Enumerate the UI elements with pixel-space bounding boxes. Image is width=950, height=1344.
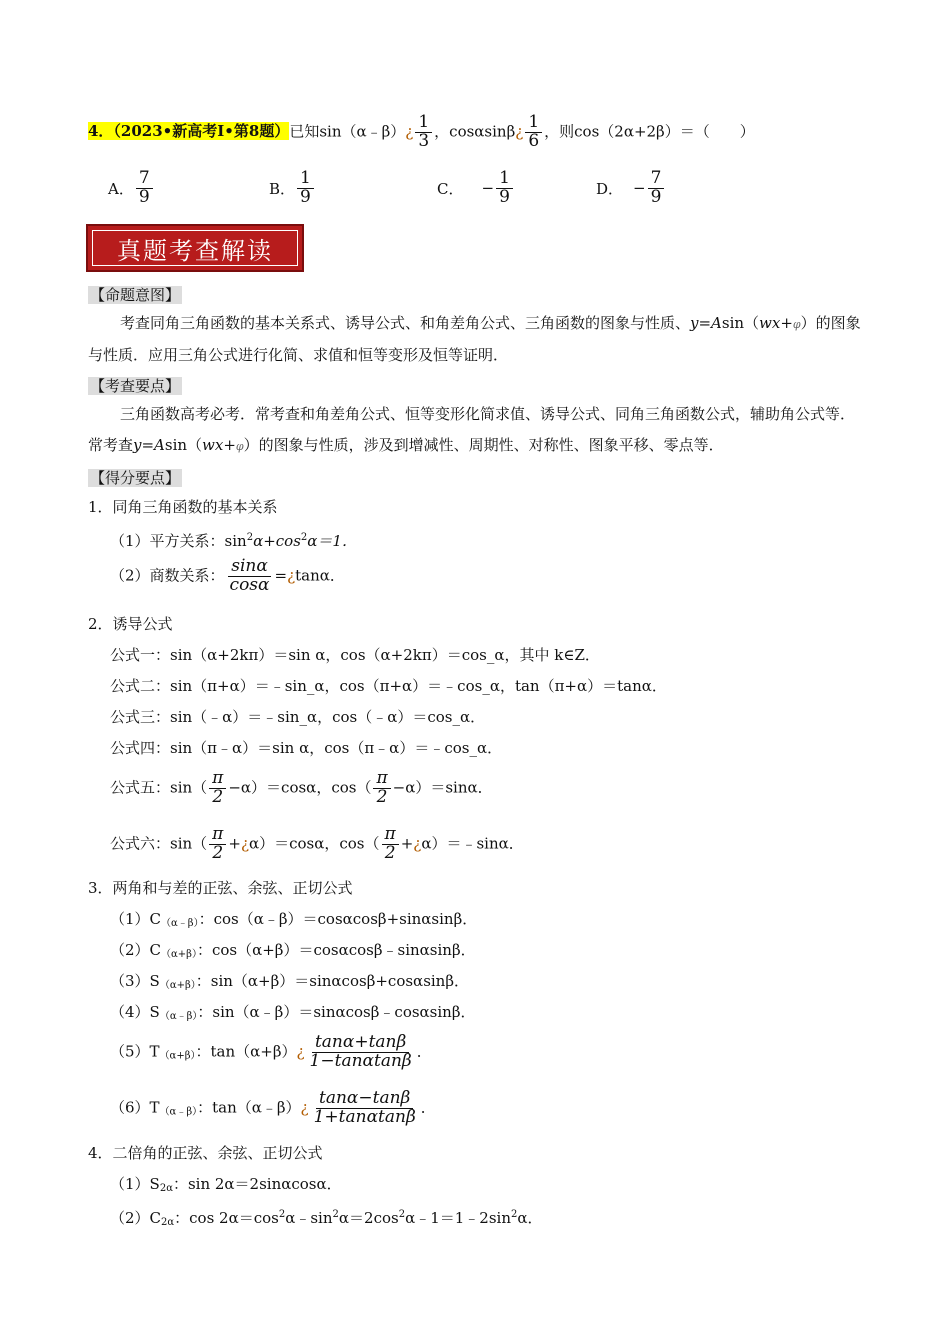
- question-label: 4．（2023•新高考Ⅰ•第8题）: [88, 122, 290, 141]
- formula-four: 公式四：sin（π﹣α）＝sin α，cos（π﹣α）＝﹣cos_α．: [110, 739, 503, 757]
- question-stem-c: ，则cos（2α+2β）＝（ ）: [544, 122, 755, 141]
- option-d[interactable]: D． − $\frac{7}{9}$: [596, 170, 666, 207]
- question-stem-b: ，cosαsinβ: [434, 122, 516, 141]
- fraction-one-sixth: $\frac{1}{6}$: [525, 114, 542, 151]
- section-banner: [86, 224, 304, 272]
- option-c[interactable]: C． − $\frac{1}{9}$: [437, 170, 515, 207]
- s3-title: 3．两角和与差的正弦、余弦、正切公式: [88, 879, 353, 897]
- formula-six: 公式六：sin（ $\frac{\pi}{2}$ +¿α）＝cosα，cos（ $\frac{\pi}{2}$ +¿α）＝﹣sinα．: [110, 824, 524, 863]
- intent-paragraph: 考查同角三角函数的基本关系式、诱导公式、和角差角公式、三角函数的图象与性质、y=Asin（wx+𝜑）的图象与性质．应用三角公式进行化简、求值和恒等变形及恒等证明．: [88, 314, 861, 364]
- cos-diff-formula: $(1)C_{(\alpha﹣\beta)}$：cos（α﹣β）＝cosαcosβ+sinαsinβ．: [110, 910, 478, 929]
- sin-sum-formula: $(3)S_{(\alpha+\beta)}$：sin（α+β）＝sinαcosβ+cosαsinβ．: [110, 972, 470, 991]
- formula-five: 公式五：sin（ $\frac{\pi}{2}$ −α）＝cosα，cos（ $\frac{\pi}{2}$ −α）＝sinα．: [110, 768, 493, 807]
- inverted-question-glyph: ¿: [405, 122, 414, 141]
- formula-one: 公式一：sin（α+2kπ）＝sin α，cos（α+2kπ）＝cos_α，其中 k∈Z．: [110, 646, 600, 664]
- score-heading: 【得分要点】: [90, 469, 181, 487]
- option-b[interactable]: B． $\frac{1}{9}$: [269, 170, 316, 207]
- intent-heading: 【命题意图】: [90, 286, 181, 304]
- cos-double-formula: $(2)C_{2\alpha}$：$\cos 2\alpha=\cos^2\alpha﹣\sin^2\alpha=2\cos^2\alpha﹣1=1﹣2\sin^2\alpha$．: [110, 1209, 543, 1228]
- inverted-question-glyph: ¿: [515, 122, 524, 141]
- key-paragraph: 三角函数高考必考．常考查和角差角公式、恒等变形化简求值、诱导公式、同角三角函数公式，辅助角公式等．常考查y=Asin（wx+𝜑）的图象与性质，涉及到增减性、周期性、对称性、图象平移、零点等．: [88, 405, 856, 454]
- question-line: [88, 114, 755, 151]
- key-heading: 【考查要点】: [90, 377, 181, 395]
- s1-square-relation: （1）平方关系：$\sin^2\alpha+\cos^2\alpha=1$．: [110, 532, 357, 550]
- option-a[interactable]: A． $\frac{7}{9}$: [108, 170, 155, 207]
- sin-diff-formula: $(4)S_{(\alpha﹣\beta)}$：sin（α﹣β）＝sinαcosβ﹣cosαsinβ．: [110, 1003, 476, 1022]
- formula-two: 公式二：sin（π+α）＝﹣sin_α，cos（π+α）＝﹣cos_α，tan（π+α）＝tanα．: [110, 677, 667, 695]
- s2-title: 2．诱导公式: [88, 615, 173, 633]
- tan-sum-formula: $(5)T_{(\alpha+\beta)}$：tan（α+β）¿ $\frac{\tan\alpha+\tan\beta}{1-\tan\alpha\tan\beta}$ ．: [110, 1032, 432, 1071]
- banner-title: 真题考查解读: [117, 236, 273, 265]
- s1-title: 1．同角三角函数的基本关系: [88, 498, 278, 516]
- sin-double-formula: $(1)S_{2\alpha}$：sin 2α＝2sinαcosα．: [110, 1175, 342, 1194]
- s4-title: 4．二倍角的正弦、余弦、正切公式: [88, 1144, 323, 1162]
- formula-three: 公式三：sin（﹣α）＝﹣sin_α，cos（﹣α）＝cos_α．: [110, 708, 486, 726]
- s1-quotient-relation: （2）商数关系： $\frac{\sin\alpha}{\cos\alpha}$ =¿tanα．: [110, 556, 345, 595]
- tan-diff-formula: $(6)T_{(\alpha﹣\beta)}$：tan（α﹣β）¿ $\frac{\tan\alpha-\tan\beta}{1+\tan\alpha\tan\beta}$ ．: [110, 1088, 436, 1127]
- question-stem-a: 已知sin（α﹣β）: [289, 122, 406, 141]
- cos-sum-formula: $(2)C_{(\alpha+\beta)}$：cos（α+β）＝cosαcosβ﹣sinαsinβ．: [110, 941, 476, 960]
- fraction-one-third: $\frac{1}{3}$: [415, 114, 432, 151]
